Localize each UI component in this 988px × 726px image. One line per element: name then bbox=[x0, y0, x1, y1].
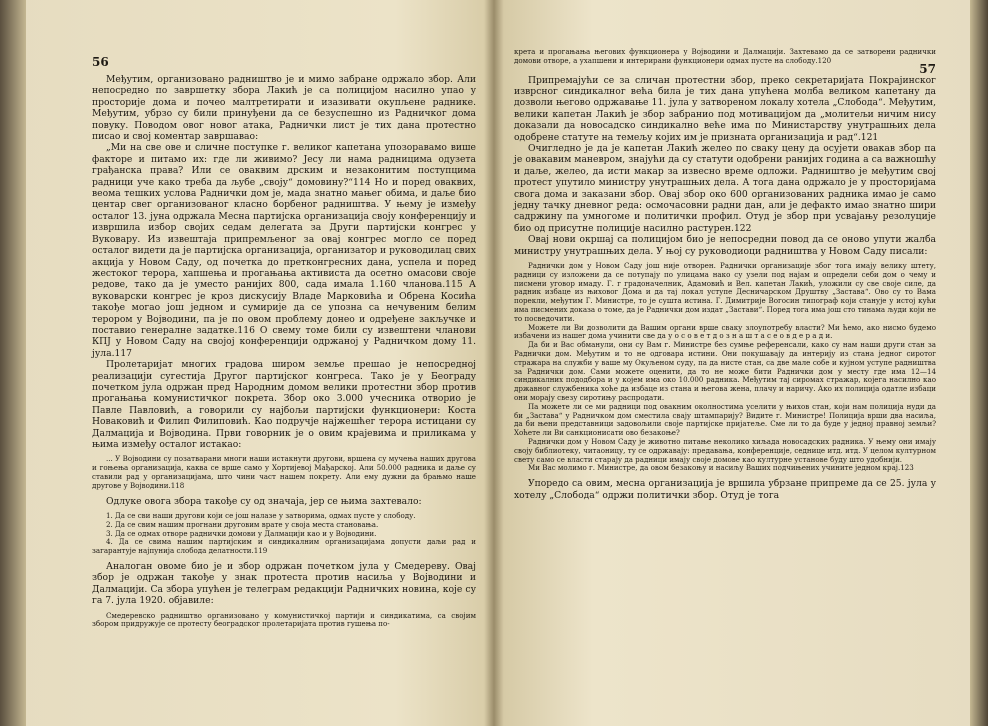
block-quote: Раднички дом у Новом Саду још није отворен. Раднички организације због тога имају велику штету, радници су изложени да се потупају по улицама нако су узели под најам и определи себи дом о чему и писмени уговор имаду. Г. г градоначелник, Адамовић и Вел. капетан Лакић, уложили су све своје силе, да радник избаце из њиховог Дома и да тај локал уступе Десничарском Друштву „Застава“. Ово су то Вама порекли, међутим Г. Министре, то је сушта истина. Г. Димитрије Вогосин типограф који станује у истој кући има писмених доказа о томе, да је Раднички дом издат „Застави“. Поред тога има још сто тинама људи који не то посведочити. bbox=[514, 261, 936, 323]
block-quote: Да би и Вас обманули, они су Вам г. Министре без сумње референсали, како су нам наши други стан за Раднички дом. Међутим и то не одговара истини. Они покушавају да интерију из стана једног сиротог стражара на служби у ваше му Окуљеном суду, па да нисте стан, са две мале собе и кујном уступе радништва за Раднички дом. Сами можете оценити, да то не може бити Раднички дом у месту где има 12—14 синдикалних пододбора и у којем има око 10.000 радника. Међутим тај сиромах стражар, којега насилно као државног службеника хоће да избаце из стана и његова жена, плачу и наричу. Ако их полиција одатле избаци они морају свезу сиротињу распродати. bbox=[514, 340, 936, 403]
paragraph: Одлуке овога збора такође су од значаја, јер се њима захтевало: bbox=[106, 495, 422, 507]
paragraph: Овај нови окршај са полицијом био је непосредни повод да се оново упути жалба министру унутрашњих дела. У њој су руководиоци радништва у Новом Саду писали: bbox=[514, 234, 936, 257]
paragraph: Упоредо са овим, месна организација је вршила убрзане припреме да се 25. јула у хотелу „Слобода“ одржи политички збор. Отуд је тога bbox=[514, 478, 936, 501]
right-page bbox=[494, 0, 988, 726]
page-number: 57 bbox=[919, 62, 936, 76]
block-quote: Смедеревско радништво организовано у комунистичкој партији и синдикатима, са својим збором придружује се протесту београдског пролетаријата против гушења по- bbox=[92, 610, 476, 629]
paragraph: Пролетаријат многих градова широм земље прешао је непосредној реализацији сугестија Другог партијског конгреса. Тако је у Београду почетком јула одржан пред Народним домом велики протестни збор против прогањања комунистичког покрета. Збор око 3.000 учесника отворио је Павле Павловић, а говорили су најбољи партијски функционери: Коста Новаковић и Филип Филиповић. Као подручје најжешћег терора истицани су Далмација и Војводина. Први говорник је о овим крајевима и приликама у њима између осталог истакао: bbox=[92, 359, 476, 450]
block-quote: Можете ли Ви дозволити да Вашим органи врше сваку злоупотребу власти? Ми ћемо, ако нисмо будемо избачени из нашег дома учинити све да у о с о в е т д о з н а ш т а с е о в д е р а д и. bbox=[514, 322, 936, 341]
block-quote: Ми Вас молимо г. Министре, да овом безакоњу и насиљу Ваших подчињених учините једном крај.123 bbox=[528, 463, 914, 473]
paragraph: Припремајући се за сличан протестни збор, преко секретаријата Покрајинског изврсног синдикалног већа била је тих дана упућена молба великом капетану да дозволи његово одржавање 11. јула у затвореном локалу хотела „Слобода“. Међутим, велики капетан Лакић је збор забранио под мотивацијом да „молитељи ничим нису доказали да новосадско синдикално веће има по Министарству унутрашњих дела одобрене статуте на темељу којих им је призната организација и рад“.121 bbox=[514, 74, 936, 143]
paragraph: Очигледно је да је капетан Лакић желео по сваку цену да осујети овакав збор па је овакавим маневром, знајући да су статути одобрени ранијих година а са важношћу и даље, желео, да исти макар за извесно време одложи. Радништво је међутим свој протест упутило министру унутрашњих дела. А тога дана одржало је у просторијама свога дома и заказани збор. Овај збор око 600 организованих радника имао је само једну тачку дневног реда: осмочасовни радни дан, али је дефакто имао знатно шири садржину па умногоме и политички профил. Отуд је збор при усвајању резолуције био од присутне полиције насилно растурен.122 bbox=[514, 143, 936, 234]
block-quote: крета и прогањања његових функционера у Војводини и Далмацији. Захтевамо да се затворени раднички домови отворе, а ухапшени и интерирани функционери одмах пусте на слободу.120 bbox=[514, 47, 936, 65]
block-quote: ... У Војводини су позатварани многи наши истакнути другови, вршена су мучења наших другова и гоњења организација, каква се врше само у Хортијевој Мађарској. Али 50.000 радника и даље су ставили рад у организацијама, што чини част нашем покрету. Али ему дужни да брањмо наше другове у Војводини.118 bbox=[92, 454, 476, 490]
list-item: 4. Да се свима нашим партијским и синдикалним организацијама допусти даљи рад и загарантује најпунија слобода делатности.119 bbox=[92, 537, 476, 556]
block-quote: Раднички дом у Новом Саду је животно питање неколико хиљада новосадских радника. У њему они имају своју библиотеку, читаоницу, ту се одржавају: предавања, конференције, седнице итд. итд. У целом културном свету само се власти старају да радници имају своје домове као културне установе буду што удобнији. bbox=[514, 437, 936, 464]
paragraph: Међутим, организовано радништво је и мимо забране одржало збор. Али непосредно по завршетку збора Лакић је са полицијом насилно упао у просторије дома и почео малтретирати и изазивати окупљене раднике. Међутим, убрзо су били принуђени да се безуспешно из Радничког дома повуку. Поводом овог новог атака, Раднички лист је тих дана протестно писао и свој коментар завршавао: bbox=[92, 74, 476, 143]
list-item: 3. Да се одмах отворе раднички домови у Далмацији као и у Војводини. bbox=[106, 528, 377, 538]
paragraph: Аналоган овоме био је и збор одржан почетком јула у Смедереву. Овај збор је одржан такође у знак протеста против насиља у Војводини и Далмацији. Са збора упућен је телеграм редакцији Радничких новина, које су га 7. јула 1920. објавиле: bbox=[92, 560, 476, 607]
list-item: 2. Да се свим нашим прогнани друговим врате у своја места становања. bbox=[106, 519, 379, 529]
block-quote: Па можете ли се ми радници под овакним околностима уселити у њихов стан, који нам полиција нуди да би „Застава“ у Радничком дом сместила свају штампарију? Видите г. Министре! Полиција врши два насиља, да би њени представници задовољили своје партијске пријатеље. Сме ли то да буде у једној правној земљи? Хоћете ли Ви санкционисати ово безакоње? bbox=[514, 401, 936, 438]
list-item: 1. Да се сви наши другови који се још налазе у затворима, одмах пусте у слободу. bbox=[106, 511, 416, 520]
paragraph: „Ми на све ове и сличне поступке г. великог капетана упозоравамо више факторе и питамо их: где ли живимо? Јесу ли нама радницима одузета грађанска права? Или се оваквим дрским и незаконитим поступцима радници уче како треба да љубе „своју“ домовину?“114 Но и поред оваквих, веома тешких услова Раднички дом је, мада знатно мањег обима, и даље био центар свег организованог класно борбеног радништва. У њему је између осталог 13. јуна одржала Месна партијска организација своју конференцију и извршила избор својих седам делегата за Други партијски конгрес у Вуковару. Из извештаја припремљеног за овај конгрес могло се поред осталог видети да је партијска организација, организатор и руководилац свих акција у Новом Саду, од почетка до претконгресних дана, успела и поред жестоког терора, хапшења и прогањања активиста да осетно омасови своје редове, тако да је уместо ранијих 800, сада имала 1.160 чланова.115 А вуковарски конгрес је кроз дискусију Владе Марковића и Обрена Косића такође могао још једном и сумирије да се упозна са нечувеним белим терором у Војводини, па је по овом проблему донео и одређене закључке и поставио генералне задатке.116 О свему томе били су извештени чланови КПЈ у Новом Саду на својој конференцији одржаној у Радничком дому 11. јула.117 bbox=[92, 142, 476, 359]
page-number: 56 bbox=[92, 55, 109, 69]
